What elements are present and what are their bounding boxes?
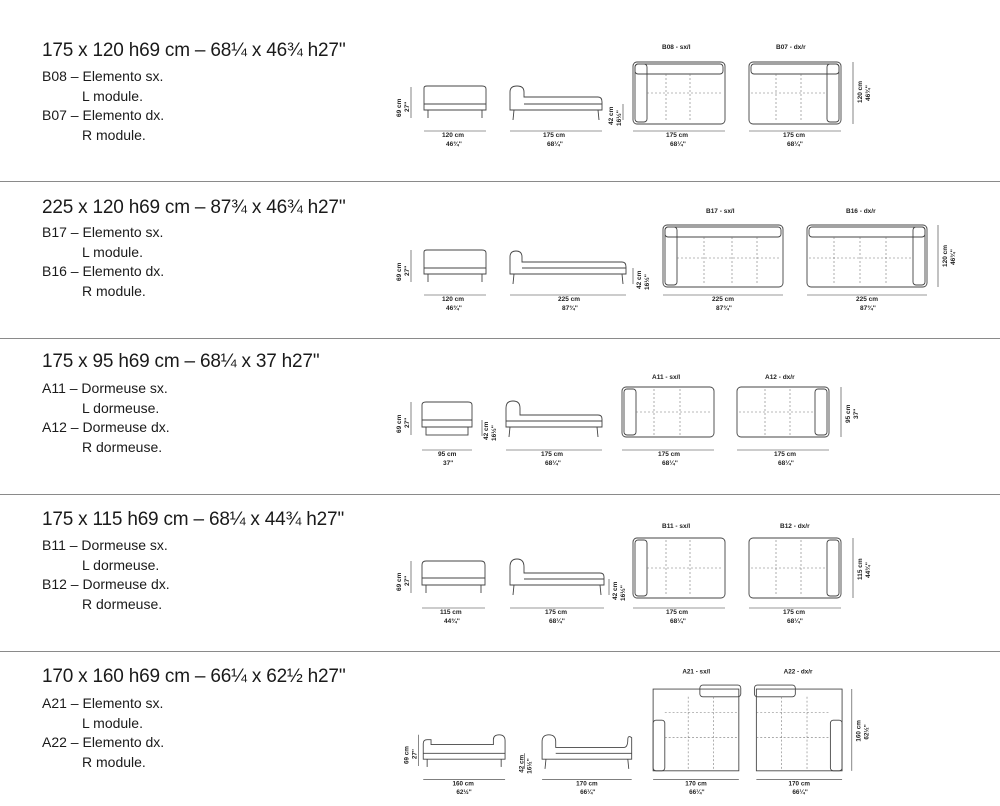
plan-left bbox=[633, 538, 725, 598]
height-cm-label: 69 cm bbox=[396, 262, 403, 281]
plan-right bbox=[749, 62, 841, 124]
height-cm-label: 69 cm bbox=[403, 746, 411, 765]
section-title: 175 x 115 h69 cm – 68¼ x 44¾ h27'' bbox=[42, 509, 345, 530]
height-cm-label: 69 cm bbox=[396, 414, 403, 433]
depth-cm-label: 120 cm bbox=[942, 244, 949, 267]
plan-right-width-cm: 225 cm bbox=[856, 296, 879, 303]
plan-right-width-cm: 175 cm bbox=[783, 609, 806, 616]
plan-right bbox=[737, 387, 829, 437]
plan-right bbox=[749, 538, 841, 598]
plan-left-width-cm: 175 cm bbox=[658, 451, 681, 458]
technical-drawing bbox=[390, 0, 1000, 150]
seat-cm-label: 42 cm bbox=[518, 754, 526, 773]
right-module-desc: R module. bbox=[82, 753, 146, 770]
plan-left bbox=[653, 685, 741, 771]
plan-left-code: B17 - sx/l bbox=[706, 208, 735, 215]
side-width-in: 87¾'' bbox=[562, 305, 578, 312]
left-module-desc: L module. bbox=[82, 714, 143, 731]
depth-in-label: 44¾'' bbox=[865, 562, 872, 578]
height-in-label: 27'' bbox=[404, 265, 411, 276]
front-width-cm: 120 cm bbox=[442, 296, 465, 303]
plan-left bbox=[633, 62, 725, 124]
left-module-code: A21 – Elemento sx. bbox=[42, 695, 164, 711]
depth-in-label: 46¾'' bbox=[865, 85, 872, 101]
side-view bbox=[510, 86, 602, 120]
plan-right-width-in: 87¾'' bbox=[860, 305, 876, 312]
left-module-desc: L module. bbox=[82, 243, 143, 260]
left-module-desc: L dormeuse. bbox=[82, 399, 160, 416]
seat-in-label: 16½'' bbox=[526, 758, 534, 774]
plan-left-width-cm: 170 cm bbox=[685, 780, 707, 788]
front-width-cm: 120 cm bbox=[442, 132, 465, 139]
plan-left-code: B11 - sx/l bbox=[662, 523, 691, 530]
module-section-b17-b16 bbox=[0, 182, 1000, 339]
height-in-label: 27'' bbox=[404, 417, 411, 428]
front-width-in: 37'' bbox=[443, 460, 454, 467]
seat-cm-label: 42 cm bbox=[636, 270, 643, 289]
depth-cm-label: 95 cm bbox=[845, 404, 852, 423]
technical-drawing bbox=[390, 495, 1000, 645]
right-module-desc: R dormeuse. bbox=[82, 438, 163, 455]
side-width-cm: 175 cm bbox=[545, 609, 568, 616]
front-width-in: 44¾'' bbox=[444, 618, 460, 625]
module-section-b08-b07 bbox=[0, 0, 1000, 181]
section-title: 225 x 120 h69 cm – 87¾ x 46¾ h27'' bbox=[42, 197, 346, 218]
front-width-cm: 95 cm bbox=[438, 451, 457, 458]
side-width-in: 68¼'' bbox=[549, 618, 565, 625]
left-module-code: B17 – Elemento sx. bbox=[42, 224, 164, 240]
section-title: 170 x 160 h69 cm – 66¼ x 62½ h27'' bbox=[42, 666, 346, 687]
side-width-cm: 175 cm bbox=[543, 132, 566, 139]
plan-left-width-in: 68¼'' bbox=[662, 460, 678, 467]
front-width-in: 46¾'' bbox=[446, 141, 462, 148]
plan-right-width-cm: 175 cm bbox=[774, 451, 797, 458]
front-width-cm: 160 cm bbox=[452, 780, 474, 788]
seat-cm-label: 42 cm bbox=[608, 106, 615, 125]
right-module-code: A12 – Dormeuse dx. bbox=[42, 419, 170, 435]
side-view bbox=[510, 251, 626, 284]
height-in-label: 27'' bbox=[404, 575, 411, 586]
front-width-in: 62½'' bbox=[456, 789, 472, 797]
seat-cm-label: 42 cm bbox=[483, 421, 490, 440]
module-codes bbox=[42, 223, 164, 301]
right-module-code: B16 – Elemento dx. bbox=[42, 263, 165, 279]
left-module-code: B11 – Dormeuse sx. bbox=[42, 537, 168, 553]
right-module-code: B12 – Dormeuse dx. bbox=[42, 576, 170, 592]
right-module-desc: R dormeuse. bbox=[82, 595, 163, 612]
seat-in-label: 16½'' bbox=[620, 585, 627, 601]
front-view bbox=[422, 402, 472, 435]
depth-in-label: 37'' bbox=[853, 408, 860, 419]
front-view bbox=[424, 250, 486, 282]
height-in-label: 27'' bbox=[411, 749, 419, 760]
side-width-cm: 175 cm bbox=[541, 451, 564, 458]
technical-drawing bbox=[390, 339, 1000, 489]
plan-left bbox=[622, 387, 714, 437]
seat-in-label: 16½'' bbox=[616, 110, 623, 126]
depth-cm-label: 160 cm bbox=[855, 720, 863, 742]
depth-cm-label: 115 cm bbox=[857, 558, 864, 580]
plan-left-width-cm: 225 cm bbox=[712, 296, 735, 303]
left-module-desc: L module. bbox=[82, 87, 143, 104]
plan-left-code: A11 - sx/l bbox=[652, 374, 681, 381]
plan-left-code: A21 - sx/l bbox=[682, 668, 711, 676]
depth-in-label: 46¾'' bbox=[950, 249, 957, 265]
right-module-code: B07 – Elemento dx. bbox=[42, 107, 165, 123]
front-view bbox=[422, 561, 485, 593]
side-width-in: 68¼'' bbox=[545, 460, 561, 467]
plan-right-code: B16 - dx/r bbox=[846, 208, 876, 215]
plan-right-code: A12 - dx/r bbox=[765, 374, 795, 381]
module-codes bbox=[42, 536, 170, 614]
plan-left-width-cm: 175 cm bbox=[666, 609, 689, 616]
section-title: 175 x 120 h69 cm – 68¼ x 46¾ h27'' bbox=[42, 40, 346, 61]
technical-drawing bbox=[390, 652, 1000, 802]
front-view bbox=[424, 86, 486, 118]
plan-left bbox=[663, 225, 783, 287]
right-module-desc: R module. bbox=[82, 126, 146, 143]
seat-in-label: 16½'' bbox=[491, 425, 498, 441]
module-codes bbox=[42, 379, 170, 457]
technical-drawing bbox=[390, 182, 1000, 332]
module-section-b11-b12 bbox=[0, 495, 1000, 651]
plan-right-width-in: 68¼'' bbox=[778, 460, 794, 467]
height-cm-label: 69 cm bbox=[396, 98, 403, 117]
module-codes bbox=[42, 67, 164, 145]
side-view bbox=[510, 559, 604, 595]
left-module-desc: L dormeuse. bbox=[82, 556, 160, 573]
right-module-desc: R module. bbox=[82, 282, 146, 299]
right-module-code: A22 – Elemento dx. bbox=[42, 734, 165, 750]
plan-right bbox=[754, 685, 842, 771]
module-section-a11-a12 bbox=[0, 339, 1000, 494]
seat-in-label: 16½'' bbox=[644, 274, 651, 290]
module-section-a21-a22 bbox=[0, 652, 1000, 806]
section-title: 175 x 95 h69 cm – 68¼ x 37 h27'' bbox=[42, 351, 320, 372]
front-view bbox=[423, 735, 505, 767]
side-view bbox=[506, 401, 602, 437]
side-view bbox=[542, 735, 632, 769]
seat-cm-label: 42 cm bbox=[612, 581, 619, 600]
plan-right-code: B07 - dx/r bbox=[776, 44, 806, 51]
plan-left-code: B08 - sx/l bbox=[662, 44, 691, 51]
module-codes bbox=[42, 694, 164, 772]
left-module-code: B08 – Elemento sx. bbox=[42, 68, 164, 84]
left-module-code: A11 – Dormeuse sx. bbox=[42, 380, 168, 396]
plan-left-width-in: 68¼'' bbox=[670, 141, 686, 148]
plan-right-width-in: 68¼'' bbox=[787, 141, 803, 148]
plan-left-width-in: 68¼'' bbox=[670, 618, 686, 625]
side-width-in: 68¼'' bbox=[547, 141, 563, 148]
plan-right-width-cm: 170 cm bbox=[788, 780, 810, 788]
front-width-in: 46¾'' bbox=[446, 305, 462, 312]
front-width-cm: 115 cm bbox=[440, 609, 462, 616]
side-width-cm: 225 cm bbox=[558, 296, 581, 303]
plan-right-width-in: 68¼'' bbox=[787, 618, 803, 625]
height-cm-label: 69 cm bbox=[396, 572, 403, 591]
height-in-label: 27'' bbox=[404, 101, 411, 112]
plan-left-width-in: 87¾'' bbox=[716, 305, 732, 312]
plan-right-width-in: 66¼'' bbox=[792, 789, 808, 797]
plan-right bbox=[807, 225, 927, 287]
side-width-cm: 170 cm bbox=[576, 780, 598, 788]
depth-cm-label: 120 cm bbox=[857, 80, 864, 103]
depth-in-label: 62½'' bbox=[863, 724, 871, 740]
plan-left-width-in: 66¼'' bbox=[689, 789, 705, 797]
plan-right-code: B12 - dx/r bbox=[780, 523, 810, 530]
plan-right-width-cm: 175 cm bbox=[783, 132, 806, 139]
plan-left-width-cm: 175 cm bbox=[666, 132, 689, 139]
side-width-in: 66¼'' bbox=[580, 789, 596, 797]
plan-right-code: A22 - dx/r bbox=[783, 668, 813, 676]
